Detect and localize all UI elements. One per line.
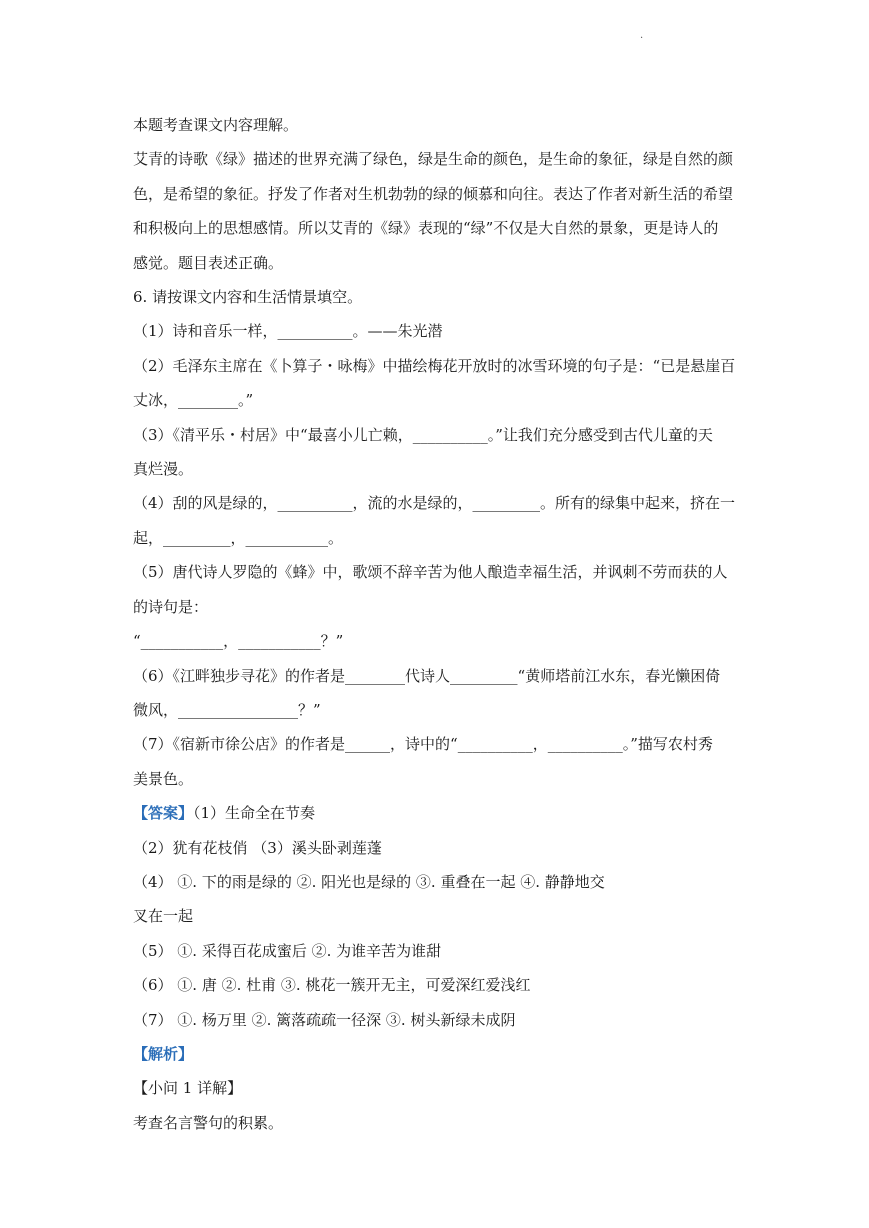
text-line: 美景色。 [133,769,194,788]
analysis-text: 考查名言警句的积累。 [133,1113,284,1132]
answer-line: （2）犹有花枝俏 （3）溪头卧剥莲蓬 [133,838,382,857]
answer-line: （4） ①. 下的雨是绿的 ②. 阳光也是绿的 ③. 重叠在一起 ④. 静静地交 [133,872,605,891]
text-line: 丈冰，________。” [133,391,254,410]
text-line: （1）诗和音乐一样，__________。——朱光潜 [133,322,443,341]
analysis-tag: 【解析】 [133,1044,194,1063]
answer-line [133,796,738,830]
question-heading: 6. 请按课文内容和生活情景填空。 [133,288,363,307]
text-line: 真烂漫。 [133,460,194,479]
answer-line: （5） ①. 采得百花成蜜后 ②. 为谁辛苦为谁甜 [133,941,442,960]
document-body [133,108,738,1140]
text-line: 本题考查课文内容理解。 [133,116,299,134]
text-line: 和积极向上的思想感情。所以艾青的《绿》表现的“绿”不仅是大自然的景象，更是诗人的 [133,219,719,238]
text-line: 感觉。题目表述正确。 [133,253,284,272]
text-line: 起，_________，___________。 [133,528,344,547]
answer-line: 叉在一起 [133,907,194,926]
text-line: 艾青的诗歌《绿》描述的世界充满了绿色，绿是生命的颜色，是生命的象征，绿是自然的颜 [133,150,734,169]
text-line: （3）《清平乐・村居》中“最喜小儿亡赖，__________。”让我们充分感受到古代儿童的天 [133,425,713,444]
text-line: 微风，________________？” [133,700,321,719]
text-line: （2）毛泽东主席在《卜算子・咏梅》中描绘梅花开放时的冰雪环境的句子是：“已是悬崖百 [133,356,736,375]
answer-first-item: （1）生命全在节奏 [193,804,316,823]
text-line: （6）《江畔独步寻花》的作者是________代诗人_________“黄师塔前江水东，春光懒困倚 [133,666,721,685]
analysis-subheading: 【小问 1 详解】 [133,1079,243,1098]
text-line: “___________，___________？” [133,632,344,651]
answer-tag: 【答案】 [133,804,194,823]
text-line: （4）刮的风是绿的，__________，流的水是绿的，_________。所有的绿集中起来，挤在一 [133,494,736,513]
text-line: 的诗句是： [133,597,209,616]
analysis-line [133,1037,738,1071]
answer-line: （6） ①. 唐 ②. 杜甫 ③. 桃花一簇开无主，可爱深红爱浅红 [133,976,531,995]
text-line: （5）唐代诗人罗隐的《蜂》中，歌颂不辞辛苦为他人酿造幸福生活，并讽刺不劳而获的人 [133,563,728,582]
answer-line: （7） ①. 杨万里 ②. 篱落疏疏一径深 ③. 树头新绿未成阴 [133,1010,516,1029]
text-line: （7）《宿新市徐公店》的作者是______，诗中的“__________，__________。”描写农村秀 [133,735,713,754]
text-line: 色，是希望的象征。抒发了作者对生机勃勃的绿的倾慕和向往。表达了作者对新生活的希望 [133,184,734,203]
page-marker-dot: . [640,30,644,41]
